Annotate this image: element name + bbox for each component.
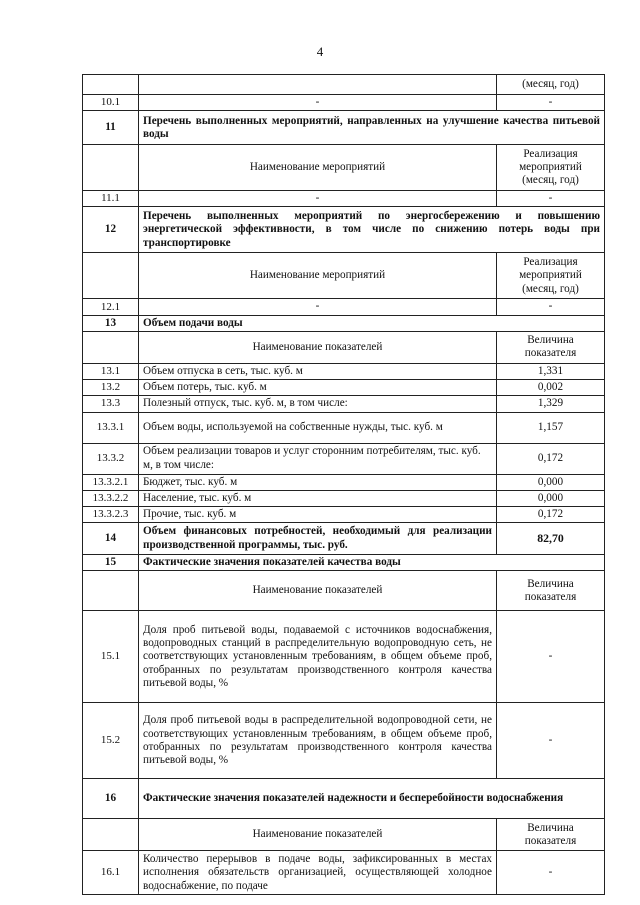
section-title: Перечень выполненных мероприятий, направленных на улучшение качества питьевой воды [139,111,605,145]
header-row [83,331,605,363]
table-row [83,95,605,111]
section-row [83,207,605,253]
table-row [83,490,605,506]
empty-cell [83,75,139,95]
row-number: 11.1 [83,191,139,207]
section-number: 16 [83,779,139,819]
indicator-name: Объем реализации товаров и услуг сторонним потребителям, тыс. куб. м, в том числе: [139,443,497,474]
section-number: 13 [83,315,139,331]
row-number: 15.1 [83,611,139,703]
header-row [83,819,605,851]
table-row [83,443,605,474]
table-row [83,412,605,443]
header-line: Величина [527,821,574,834]
header-line: (месяц, год) [522,282,579,295]
row-number: 13.3.2 [83,443,139,474]
header-row [83,145,605,191]
row-number: 13.3 [83,396,139,412]
table-row [83,299,605,315]
indicator-value: 0,002 [497,380,605,396]
section-row [83,315,605,331]
section-number: 11 [83,111,139,145]
indicator-name: Доля проб питьевой воды, подаваемой с источников водоснабжения, водопроводных станций в распределительную водопроводную сеть, не соответствующих установленным требованиям, в общем объеме проб, отобранных по результатам производственного контроля качества питьевой воды, % [139,611,497,703]
column-header-value [497,571,605,611]
row-number: 16.1 [83,851,139,895]
table-row [83,363,605,379]
header-line: Реализация [523,147,578,160]
section-number: 12 [83,207,139,253]
indicator-name: Бюджет, тыс. куб. м [139,474,497,490]
indicators-table [82,74,605,895]
indicator-value: 0,172 [497,443,605,474]
header-line: показателя [524,590,577,603]
indicator-name: Доля проб питьевой воды в распределительной водопроводной сети, не соответствующих установленным требованиям, в общем объеме проб, отобранных по результатам производственного контроля качества питьевой воды, % [139,703,497,779]
indicator-name: Объем воды, используемой на собственные нужды, тыс. куб. м [139,412,497,443]
page-number: 4 [316,44,324,59]
table-row [83,191,605,207]
row-number: 13.3.2.3 [83,506,139,522]
measure-name: - [139,95,497,111]
section-number: 14 [83,523,139,555]
indicator-value: - [497,611,605,703]
row-number: 13.3.2.1 [83,474,139,490]
header-line: Величина [527,334,574,347]
indicator-value: 1,331 [497,363,605,379]
indicator-name: Население, тыс. куб. м [139,490,497,506]
column-header-name: Наименование показателей [139,819,497,851]
header-line: показателя [524,347,577,360]
header-line: показателя [524,834,577,847]
measure-value: - [497,191,605,207]
header-line: мероприятий [519,161,582,174]
row-number: 13.1 [83,363,139,379]
section-number: 15 [83,555,139,571]
row-number: 15.2 [83,703,139,779]
column-header-name: Наименование мероприятий [139,253,497,299]
column-header-value [497,819,605,851]
section-title: Объем подачи воды [139,315,605,331]
empty-cell [83,819,139,851]
empty-cell [83,145,139,191]
empty-cell [83,253,139,299]
indicator-value: 0,000 [497,474,605,490]
indicator-value: - [497,851,605,895]
realization-period-cell: (месяц, год) [497,75,605,95]
table-row [83,611,605,703]
section-row [83,523,605,555]
header-row [83,253,605,299]
table-row [83,851,605,895]
empty-cell [83,571,139,611]
row-number: 13.3.1 [83,412,139,443]
indicator-value: 0,172 [497,506,605,522]
empty-cell [139,75,497,95]
table-row [83,474,605,490]
measure-value: - [497,299,605,315]
section-title: Объем финансовых потребностей, необходимый для реализации производственной программы, тыс. руб. [139,523,497,555]
table-row [83,703,605,779]
measure-name: - [139,191,497,207]
indicator-name: Полезный отпуск, тыс. куб. м, в том числе: [139,396,497,412]
table-row [83,380,605,396]
header-line: Реализация [523,256,578,269]
section-title: Фактические значения показателей качества воды [139,555,605,571]
indicator-name: Прочие, тыс. куб. м [139,506,497,522]
indicator-name: Количество перерывов в подаче воды, зафиксированных в местах исполнения обязательств организацией, осуществляющей холодное водоснабжение, по подаче [139,851,497,895]
row-number: 12.1 [83,299,139,315]
column-header-value [497,145,605,191]
header-line: Величина [527,577,574,590]
header-line: мероприятий [519,269,582,282]
section-row [83,555,605,571]
empty-cell [83,331,139,363]
column-header-name: Наименование показателей [139,571,497,611]
row-number: 10.1 [83,95,139,111]
header-row [83,571,605,611]
column-header-value [497,331,605,363]
indicator-value: 1,157 [497,412,605,443]
measure-name: - [139,299,497,315]
indicator-name: Объем отпуска в сеть, тыс. куб. м [139,363,497,379]
header-line: (месяц, год) [522,174,579,187]
section-row [83,111,605,145]
table-row [83,75,605,95]
measure-value: - [497,95,605,111]
indicator-value: 1,329 [497,396,605,412]
column-header-name: Наименование мероприятий [139,145,497,191]
table-row [83,396,605,412]
financial-needs-value: 82,70 [497,523,605,555]
row-number: 13.3.2.2 [83,490,139,506]
row-number: 13.2 [83,380,139,396]
section-title: Фактические значения показателей надежности и бесперебойности водоснабжения [139,779,605,819]
indicator-value: 0,000 [497,490,605,506]
section-title: Перечень выполненных мероприятий по энергосбережению и повышению энергетической эффективности, в том числе по снижению потерь воды при транспортировке [139,207,605,253]
table-row [83,506,605,522]
indicator-name: Объем потерь, тыс. куб. м [139,380,497,396]
section-row [83,779,605,819]
column-header-value [497,253,605,299]
column-header-name: Наименование показателей [139,331,497,363]
indicator-value: - [497,703,605,779]
